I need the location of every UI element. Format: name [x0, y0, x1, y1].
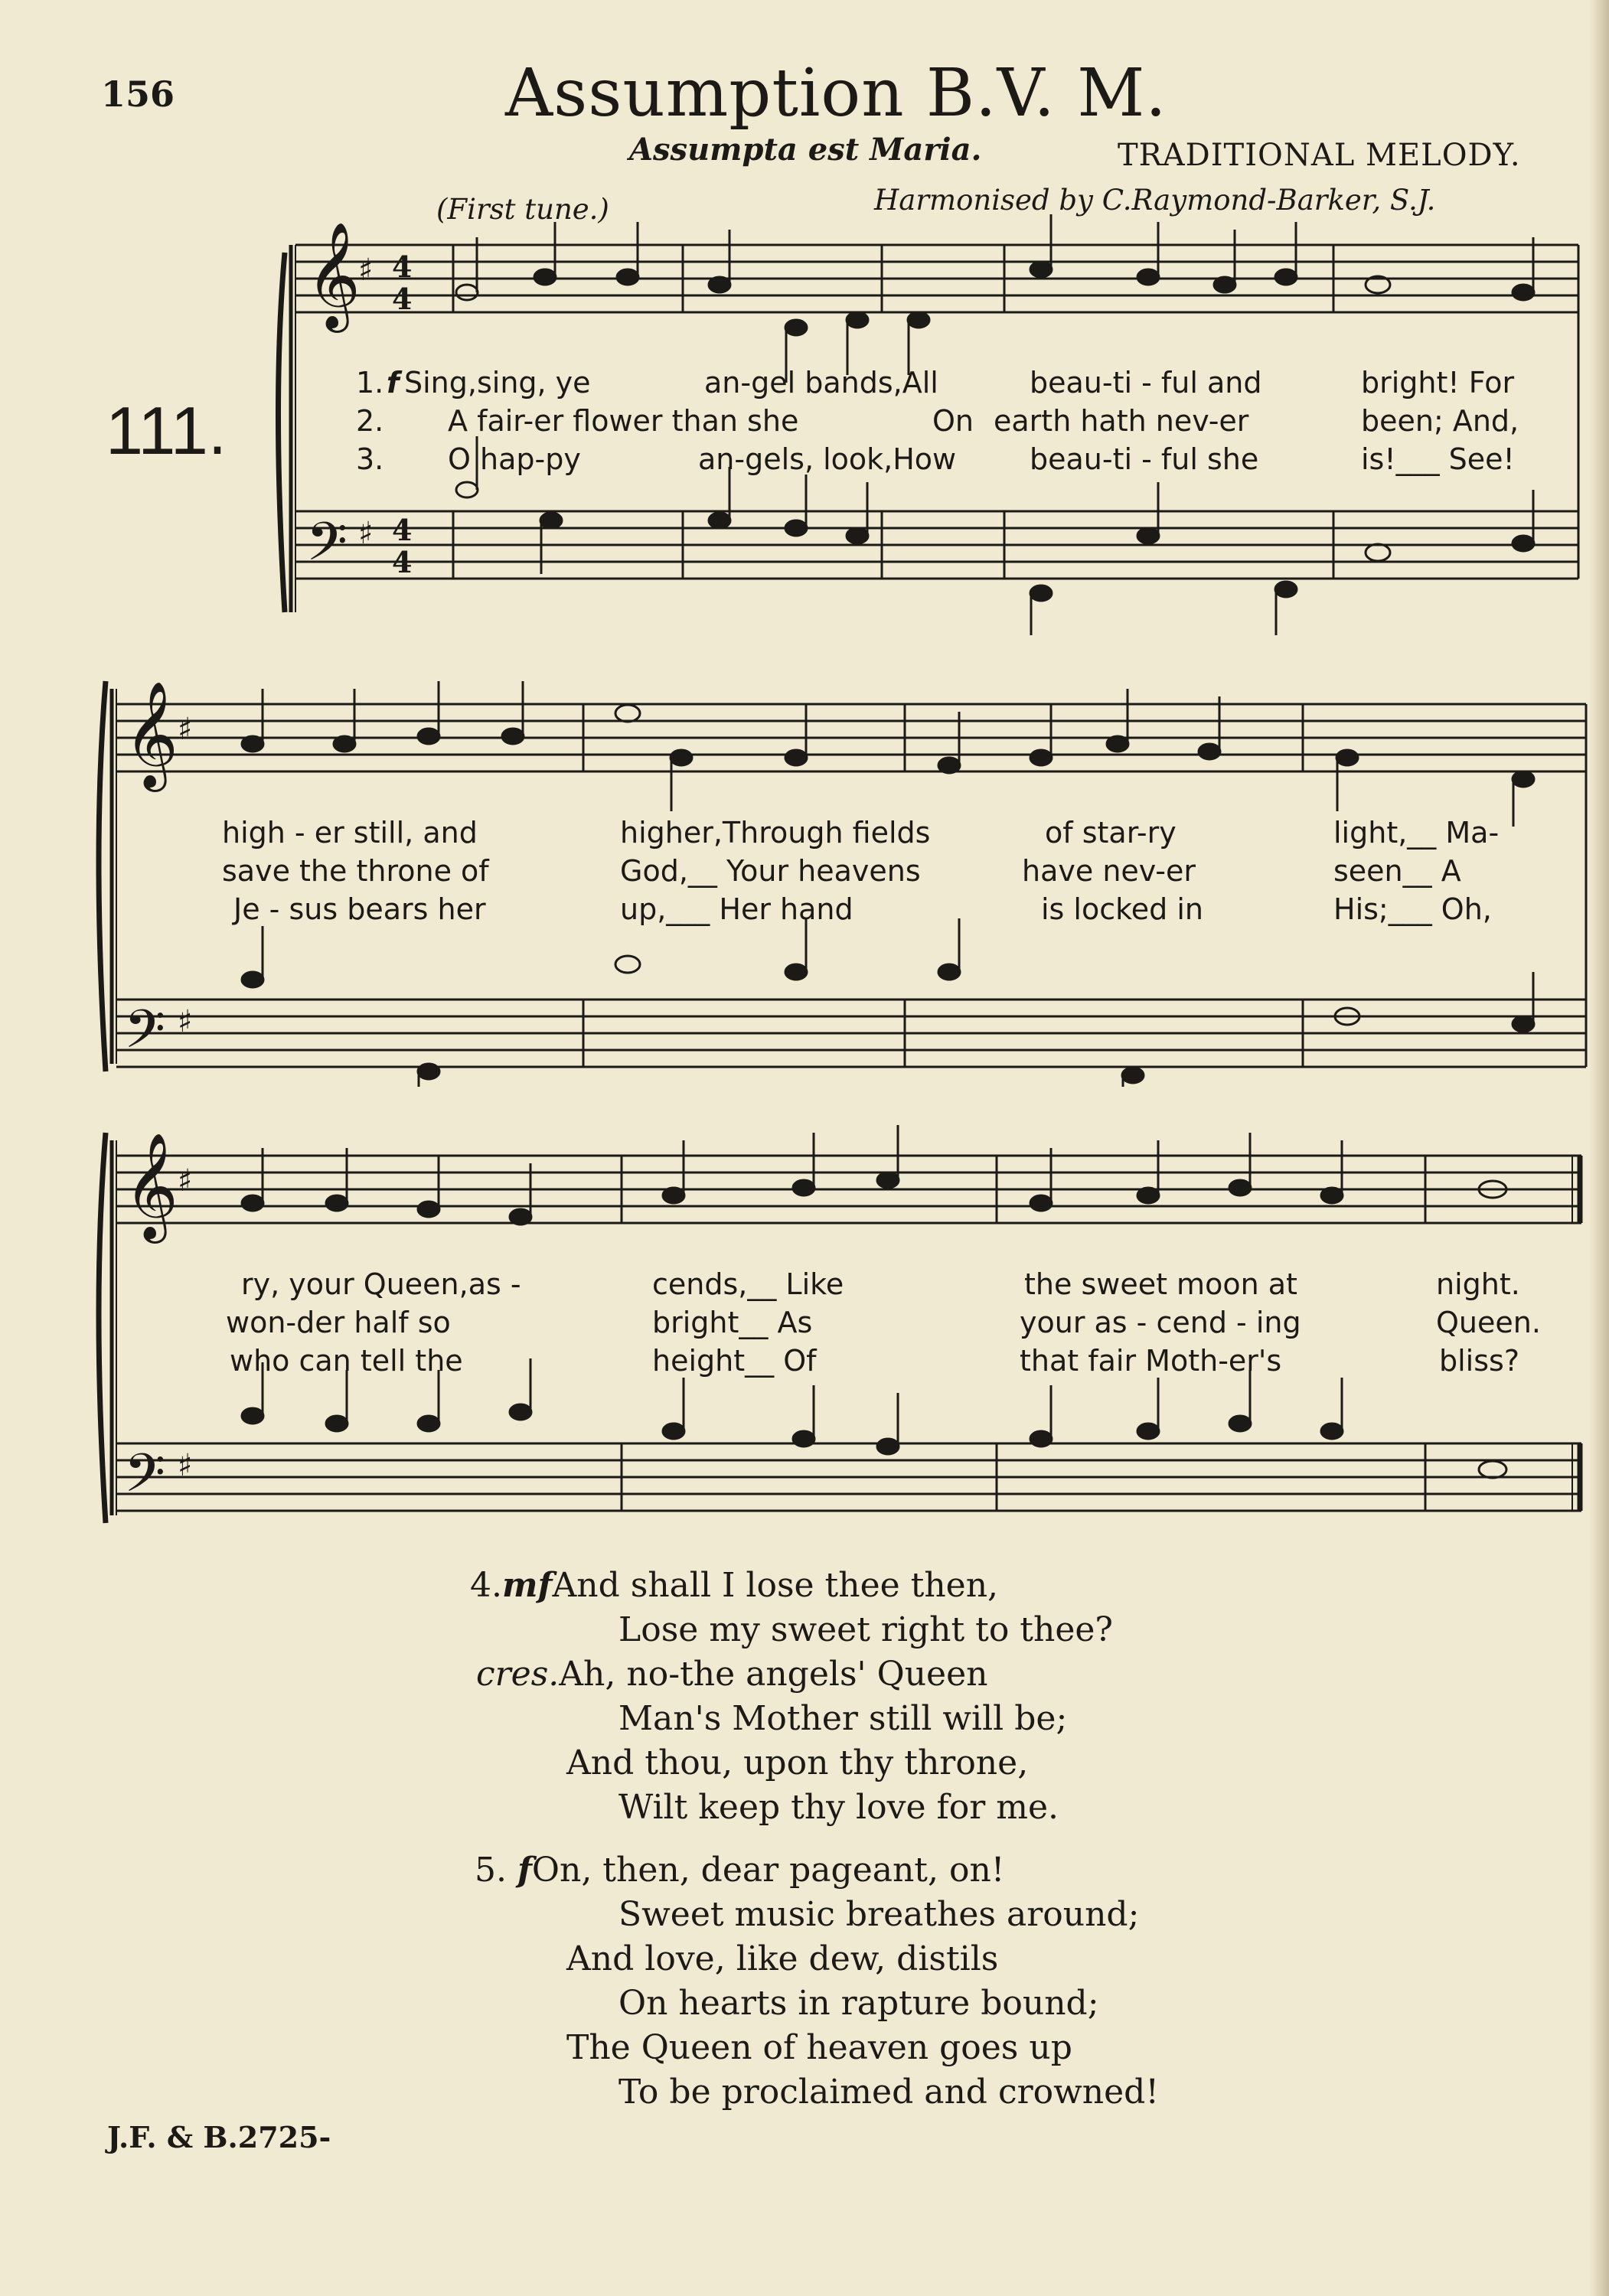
stanza-5-line-1: 5. fOn, then, dear pageant, on!	[475, 1851, 1005, 1890]
svg-text:4: 4	[392, 282, 413, 316]
page-title: Assumption B.V. M.	[505, 55, 1167, 132]
svg-text:𝄞: 𝄞	[306, 222, 361, 328]
stanza-4-line-2: Lose my sweet right to thee?	[618, 1610, 1113, 1649]
stanza-5-line-2: Sweet music breathes around;	[618, 1895, 1140, 1934]
system-1-verse-3: 3. O hap-py an-gels, look,How beau-ti - ful she is!___ See!	[356, 442, 1515, 476]
svg-text:♯: ♯	[178, 1004, 193, 1039]
stanza-5-line-3: And love, like dew, distils	[566, 1939, 999, 1978]
page-number: 156	[101, 73, 175, 115]
page-edge-shadow	[1589, 0, 1609, 2296]
system-1-verse-1: 1. f Sing,sing, ye an-gel bands,All beau-ti - ful and bright! For	[356, 366, 1515, 400]
tune-note: (First tune.)	[436, 193, 609, 226]
stanza-4-line-1: 4.mfAnd shall I lose thee then,	[470, 1566, 999, 1605]
stanza-4-line-5: And thou, upon thy throne,	[566, 1743, 1029, 1782]
latin-title: Assumpta est Maria.	[629, 132, 982, 168]
svg-text:4: 4	[392, 249, 413, 284]
stanza-4-line-6: Wilt keep thy love for me.	[618, 1788, 1059, 1827]
hymn-number: 111.	[106, 393, 227, 468]
system-1-verse-2: 2. A fair-er flower than she On earth hath nev-er been; And,	[356, 404, 1519, 438]
svg-text:♯: ♯	[178, 1163, 193, 1199]
harmoniser-credit: Harmonised by C.Raymond-Barker, S.J.	[874, 184, 1436, 217]
system-3-verse-3: who can tell the height__ Of that fair Moth-er's bliss?	[230, 1344, 1520, 1378]
svg-text:♯: ♯	[358, 516, 374, 551]
svg-text:4: 4	[392, 545, 413, 579]
system-3-verse-1: ry, your Queen,as - cends,__ Like the sweet moon at night.	[241, 1267, 1520, 1301]
stanza-5-line-4: On hearts in rapture bound;	[618, 1984, 1099, 2023]
svg-text:♯: ♯	[178, 1448, 193, 1483]
tune-source: TRADITIONAL MELODY.	[1118, 138, 1521, 173]
stanza-4-line-4: Man's Mother still will be;	[618, 1699, 1068, 1738]
catalog-number: J.F. & B.2725-	[107, 2120, 331, 2154]
stanza-5-line-6: To be proclaimed and crowned!	[618, 2073, 1159, 2112]
stanza-5-line-5: The Queen of heaven goes up	[566, 2028, 1072, 2067]
svg-text:𝄞: 𝄞	[124, 1133, 178, 1239]
system-2-verse-2: save the throne of God,__ Your heavens have nev-er seen__ A	[222, 854, 1461, 888]
system-2-verse-1: high - er still, and higher,Through fields of star-ry light,__ Ma-	[222, 816, 1500, 850]
svg-text:♯: ♯	[178, 712, 193, 747]
stanza-4-line-3: cres.Ah, no-the angels' Queen	[476, 1655, 988, 1694]
system-3-verse-2: won-der half so bright__ As your as - cend - ing Queen.	[226, 1306, 1541, 1339]
svg-text:4: 4	[392, 513, 413, 547]
system-2-verse-3: Je - sus bears her up,___ Her hand is locked in His;___ Oh,	[233, 892, 1492, 926]
svg-text:♯: ♯	[358, 253, 374, 288]
svg-text:𝄢: 𝄢	[124, 1442, 166, 1517]
svg-text:𝄢: 𝄢	[306, 510, 348, 585]
svg-text:𝄞: 𝄞	[124, 681, 178, 788]
svg-text:𝄢: 𝄢	[124, 998, 166, 1073]
